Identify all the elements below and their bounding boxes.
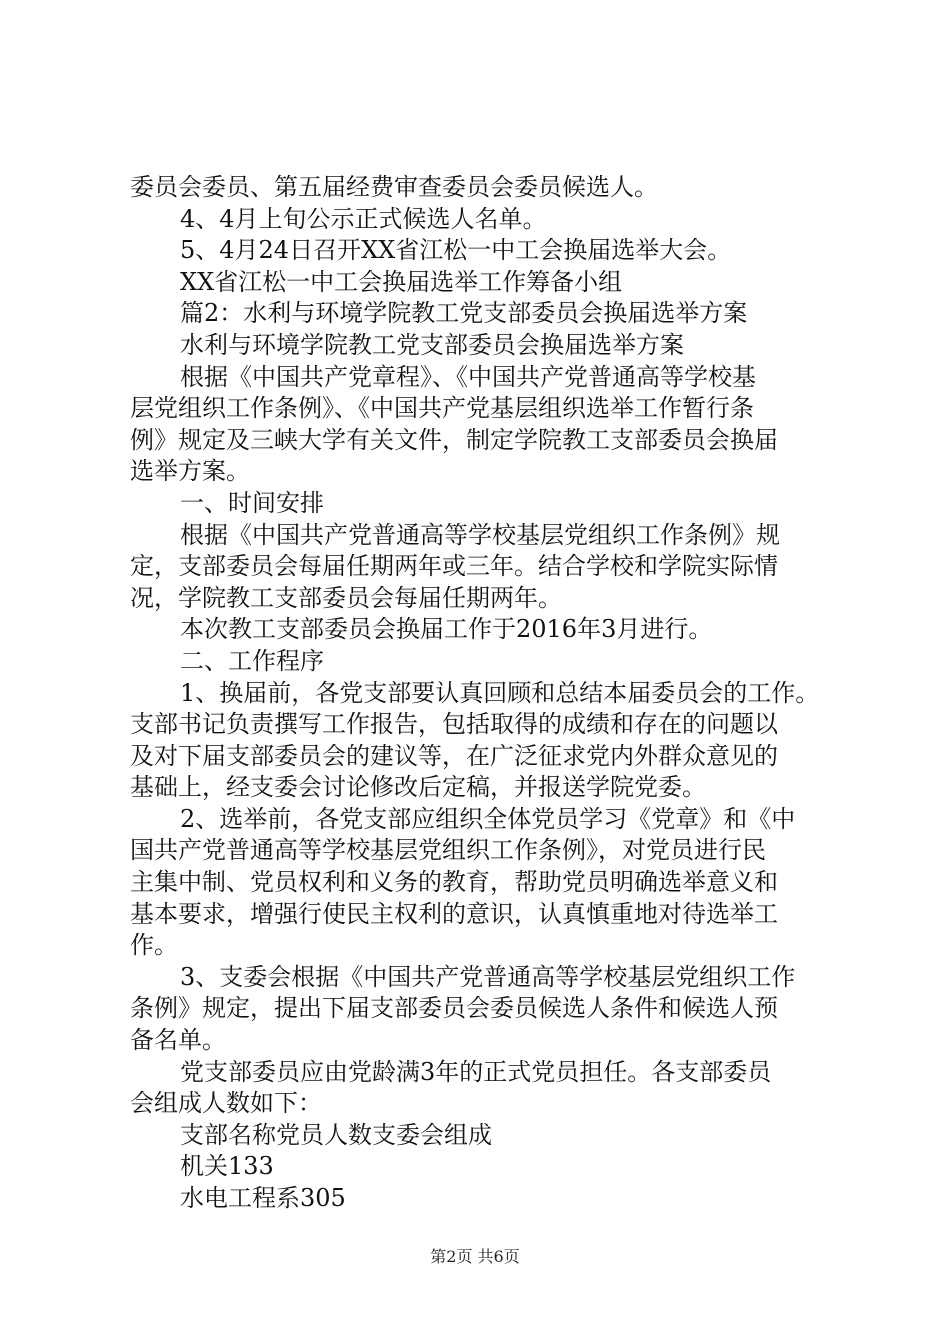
table-row-line: 水电工程系305 xyxy=(180,1184,346,1212)
text-line: 例》规定及三峡大学有关文件，制定学院教工支部委员会换届 xyxy=(130,425,778,454)
text-line: 5、4月24日召开XX省江松一中工会换届选举大会。 xyxy=(180,236,732,265)
text-line: 定，支部委员会每届任期两年或三年。结合学校和学院实际情 xyxy=(130,552,778,581)
text-line: 根据《中国共产党普通高等学校基层党组织工作条例》规 xyxy=(180,520,780,549)
text-line: 党支部委员应由党龄满3年的正式党员担任。各支部委员 xyxy=(180,1057,772,1086)
text-line: 2、选举前，各党支部应组织全体党员学习《党章》和《中 xyxy=(180,804,796,833)
document-title: 水利与环境学院教工党支部委员会换届选举方案 xyxy=(180,330,684,359)
text-line: 4、4月上旬公示正式候选人名单。 xyxy=(180,204,547,233)
text-line: 3、支委会根据《中国共产党普通高等学校基层党组织工作 xyxy=(180,962,796,991)
section-heading: 二、工作程序 xyxy=(180,646,324,675)
text-line: 况，学院教工支部委员会每届任期两年。 xyxy=(130,583,562,612)
text-line: 备名单。 xyxy=(130,1026,226,1055)
text-line: 根据《中国共产党章程》、《中国共产党普通高等学校基 xyxy=(180,362,756,391)
text-line: XX省江松一中工会换届选举工作筹备小组 xyxy=(180,267,623,296)
text-line: 国共产党普通高等学校基层党组织工作条例》，对党员进行民 xyxy=(130,836,766,865)
text-line: 本次教工支部委员会换届工作于2016年3月进行。 xyxy=(180,615,713,644)
text-line: 1、换届前，各党支部要认真回顾和总结本届委员会的工作。 xyxy=(180,678,820,707)
text-line: 基础上，经支委会讨论修改后定稿，并报送学院党委。 xyxy=(130,773,706,802)
section-heading: 一、时间安排 xyxy=(180,488,324,517)
table-row-line: 机关133 xyxy=(180,1152,274,1181)
text-line: 基本要求，增强行使民主权利的意识，认真慎重地对待选举工 xyxy=(130,899,778,928)
text-line: 会组成人数如下： xyxy=(130,1089,322,1118)
text-line: 支部书记负责撰写工作报告，包括取得的成绩和存在的问题以 xyxy=(130,710,778,739)
table-header-line: 支部名称党员人数支委会组成 xyxy=(180,1120,492,1149)
document-body xyxy=(130,172,840,1215)
text-line: 及对下届支部委员会的建议等，在广泛征求党内外群众意见的 xyxy=(130,741,778,770)
text-line: 主集中制、党员权利和义务的教育，帮助党员明确选举意义和 xyxy=(130,868,778,897)
page-footer xyxy=(0,1244,950,1267)
text-line: 条例》规定，提出下届支部委员会委员候选人条件和候选人预 xyxy=(130,994,778,1023)
text-line: 选举方案。 xyxy=(130,457,250,486)
page-number: 第2页 共6页 xyxy=(430,1247,520,1266)
text-line: 层党组织工作条例》、《中国共产党基层组织选举工作暂行条 xyxy=(130,394,754,423)
text-line: 作。 xyxy=(130,931,178,960)
section-heading: 篇2：水利与环境学院教工党支部委员会换届选举方案 xyxy=(180,299,748,328)
text-line: 委员会委员、第五届经费审查委员会委员候选人。 xyxy=(130,173,658,201)
